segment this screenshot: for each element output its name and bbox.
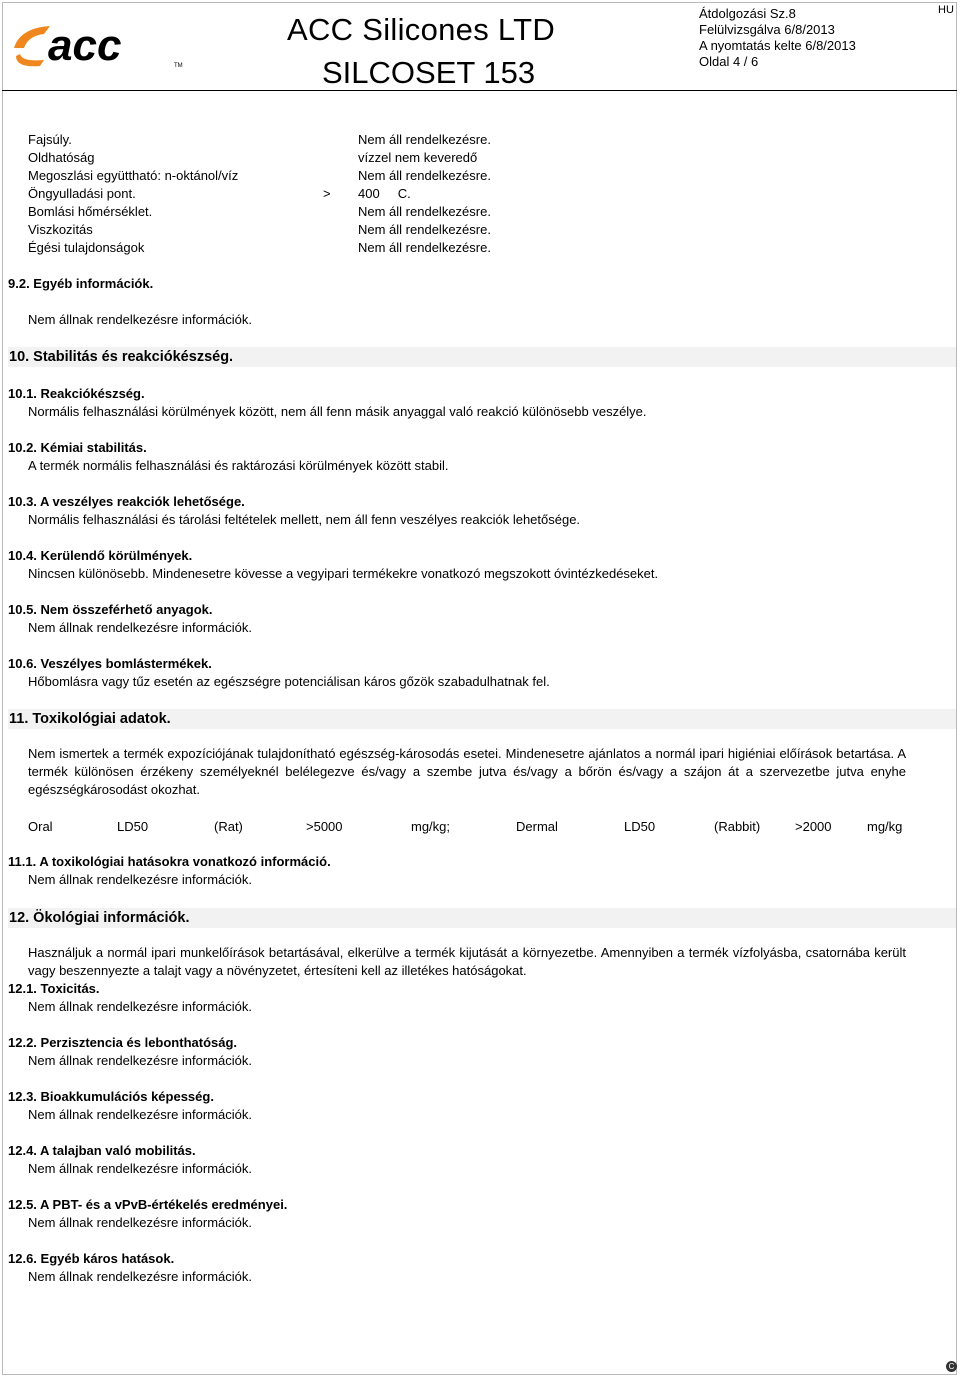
subsection-text: Nem állnak rendelkezésre információk. xyxy=(28,312,252,327)
section-header-12 xyxy=(8,908,956,928)
property-value: Nem áll rendelkezésre. xyxy=(358,204,491,219)
property-value: Nem áll rendelkezésre. xyxy=(358,168,491,183)
section-header-11 xyxy=(8,709,956,729)
svg-text:TM: TM xyxy=(174,63,183,69)
property-label: Fajsúly. xyxy=(28,132,72,147)
property-label: Viszkozitás xyxy=(28,222,93,237)
tox-cell: (Rabbit) xyxy=(714,819,761,834)
subsection-title: 9.2. Egyéb információk. xyxy=(8,276,154,291)
property-value: vízzel nem keveredő xyxy=(358,150,478,165)
tox-cell: Dermal xyxy=(516,819,558,834)
acc-logo xyxy=(14,20,189,70)
property-value: Nem áll rendelkezésre. xyxy=(358,222,491,237)
section-title: 11. Toxikológiai adatok. xyxy=(9,711,171,727)
ecology-paragraph: Használjuk a normál ipari munkelőírások betartásával, elkerülve a termék kijutását a környezetbe. Amennyiben a termék vízfolyásba, csatornába került vagy beszennyezte a talajt vagy a növényzetet, értesíteni kell az illetékes hatóságokat. xyxy=(28,945,906,978)
property-operator: > xyxy=(323,186,331,201)
subsection-title: 12.3. Bioakkumulációs képesség. xyxy=(8,1089,214,1104)
tox-cell: LD50 xyxy=(624,819,656,834)
subsection-title: 10.3. A veszélyes reakciók lehetősége. xyxy=(8,494,245,509)
subsection-title: 12.6. Egyéb káros hatások. xyxy=(8,1251,175,1266)
property-value: Nem áll rendelkezésre. xyxy=(358,132,491,147)
subsection-text: Nem állnak rendelkezésre információk. xyxy=(28,620,252,635)
subsection-text: Nem állnak rendelkezésre információk. xyxy=(28,1215,252,1230)
tox-cell: (Rat) xyxy=(214,819,243,834)
tox-cell: mg/kg xyxy=(867,819,903,834)
property-label: Égési tulajdonságok xyxy=(28,240,145,255)
section-title: 12. Ökológiai információk. xyxy=(9,910,190,926)
subsection-text: Nem állnak rendelkezésre információk. xyxy=(28,872,252,887)
section-header-10 xyxy=(8,347,956,367)
toxicology-paragraph: Nem ismertek a termék expozíciójának tulajdonítható egészség-károsodás esetei. Mindenesetre ajánlatos a normál ipari higiéniai előírások betartása. A termék különösen érzékeny személyeknél belélegezve és/vagy a szembe jutva és/vagy a bőrön és/vagy a szájon át a szervezetbe jutva enyhe egészségkárosodást okozhat. xyxy=(28,746,906,797)
subsection-title: 10.4. Kerülendő körülmények. xyxy=(8,548,193,563)
property-label: Öngyulladási pont. xyxy=(28,186,136,201)
section-title: 10. Stabilitás és reakciókészség. xyxy=(9,349,234,365)
subsection-title: 12.5. A PBT- és a vPvB-értékelés eredményei. xyxy=(8,1197,288,1212)
tox-cell: Oral xyxy=(28,819,53,834)
subsection-title: 10.2. Kémiai stabilitás. xyxy=(8,440,147,455)
subsection-text: Nem állnak rendelkezésre információk. xyxy=(28,1269,252,1284)
property-label: Megoszlási együttható: n-oktánol/víz xyxy=(28,168,239,183)
subsection-text: Normális felhasználási körülmények között, nem áll fenn másik anyaggal való reakció különösebb veszélye. xyxy=(28,404,647,419)
subsection-text: Nem állnak rendelkezésre információk. xyxy=(28,1161,252,1176)
property-value: 400 C. xyxy=(358,186,411,201)
property-label: Oldhatóság xyxy=(28,150,95,165)
reviewed-date: Felülvizsgálva 6/8/2013 xyxy=(699,22,835,37)
subsection-title: 12.4. A talajban való mobilitás. xyxy=(8,1143,196,1158)
subsection-title: 12.2. Perzisztencia és lebonthatóság. xyxy=(8,1035,238,1050)
subsection-title: 10.1. Reakciókészség. xyxy=(8,386,145,401)
svg-text:acc: acc xyxy=(48,21,122,70)
copyright-mark: C xyxy=(946,1361,957,1372)
page-header xyxy=(2,2,957,91)
doc-meta xyxy=(699,6,856,70)
subsection-title: 10.5. Nem összeférhető anyagok. xyxy=(8,602,213,617)
subsection-text: Hőbomlásra vagy tűz esetén az egészségre potenciálisan káros gőzök szabadulhatnak fel. xyxy=(28,674,550,689)
property-label: Bomlási hőmérséklet. xyxy=(28,204,153,219)
subsection-text: Normális felhasználási és tárolási feltételek mellett, nem áll fenn veszélyes reakciók lehetősége. xyxy=(28,512,581,527)
tox-cell: >5000 xyxy=(306,819,343,834)
subsection-text: Nem állnak rendelkezésre információk. xyxy=(28,1107,252,1122)
company-title: ACC Silicones LTD xyxy=(287,12,556,47)
subsection-text: Nincsen különösebb. Mindenesetre kövesse a vegyipari termékekre vonatkozó megszokott óvintézkedéseket. xyxy=(28,566,659,581)
revision-number: Átdolgozási Sz.8 xyxy=(699,6,796,21)
tox-cell: mg/kg; xyxy=(411,819,451,834)
subsection-title: 11.1. A toxikológiai hatásokra vonatkozó információ. xyxy=(8,854,331,869)
language-code: HU xyxy=(938,4,954,16)
subsection-text: Nem állnak rendelkezésre információk. xyxy=(28,999,252,1014)
subsection-text: Nem állnak rendelkezésre információk. xyxy=(28,1053,252,1068)
tox-cell: LD50 xyxy=(117,819,149,834)
tox-cell: >2000 xyxy=(795,819,832,834)
subsection-title: 12.1. Toxicitás. xyxy=(8,981,100,996)
print-date: A nyomtatás kelte 6/8/2013 xyxy=(699,38,856,53)
product-title: SILCOSET 153 xyxy=(322,55,536,90)
property-value: Nem áll rendelkezésre. xyxy=(358,240,491,255)
subsection-title: 10.6. Veszélyes bomlástermékek. xyxy=(8,656,212,671)
subsection-text: A termék normális felhasználási és raktározási körülmények között stabil. xyxy=(28,458,449,473)
toxicity-row xyxy=(0,819,960,837)
page-number: Oldal 4 / 6 xyxy=(699,54,759,69)
